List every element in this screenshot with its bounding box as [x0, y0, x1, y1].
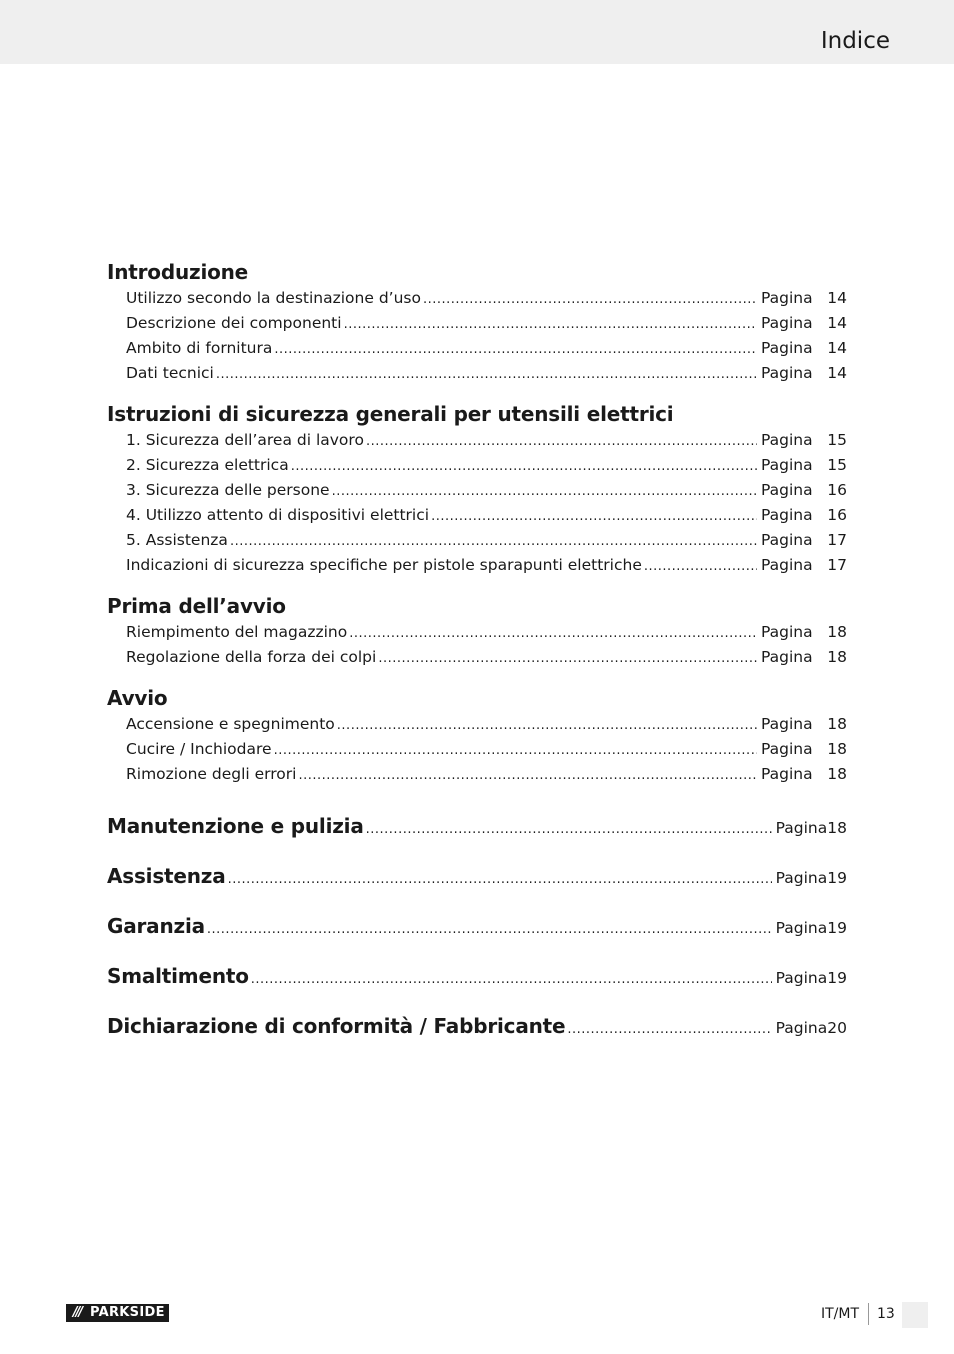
page-number-footer: 13 — [877, 1306, 895, 1322]
page-number: 19 — [827, 919, 847, 937]
toc-entry-label: Utilizzo secondo la destinazione d’uso — [126, 289, 421, 307]
toc-entry[interactable] — [107, 336, 847, 361]
toc-entry[interactable] — [107, 712, 847, 737]
toc-entry-label: 2. Sicurezza elettrica — [126, 456, 289, 474]
page-word: Pagina — [761, 623, 813, 641]
toc-entry-label: Rimozione degli errori — [126, 765, 297, 783]
dot-leader — [366, 429, 757, 454]
page-word: Pagina — [761, 715, 813, 733]
section-heading: Introduzione — [107, 260, 249, 284]
toc-entry[interactable] — [107, 528, 847, 553]
dot-leader — [431, 504, 757, 529]
toc-entry[interactable] — [107, 478, 847, 503]
dot-leader — [567, 1005, 771, 1055]
toc-entry-label: Indicazioni di sicurezza specifiche per pistole sparapunti elettriche — [126, 556, 642, 574]
toc-entry-label: Ambito di fornitura — [126, 339, 273, 357]
toc-section — [107, 258, 847, 386]
toc-single-entry[interactable] — [107, 951, 847, 1001]
page-number: 14 — [827, 314, 847, 332]
dot-leader — [344, 312, 757, 337]
page-word: Pagina — [761, 506, 813, 524]
page-number: 14 — [827, 289, 847, 307]
dot-leader — [644, 554, 757, 579]
page-word: Pagina — [761, 314, 813, 332]
toc-section — [107, 400, 847, 578]
toc-entry-label: Manutenzione e pulizia — [107, 814, 364, 838]
page-word: Pagina — [761, 648, 813, 666]
page-word: Pagina — [761, 481, 813, 499]
page-word: Pagina — [761, 556, 813, 574]
page-number: 17 — [827, 531, 847, 549]
toc-entry-label: Assistenza — [107, 864, 226, 888]
toc-entry[interactable] — [107, 620, 847, 645]
page-word: Pagina — [761, 765, 813, 783]
toc-entry[interactable] — [107, 645, 847, 670]
toc-entry[interactable] — [107, 553, 847, 578]
toc-entry-label: 3. Sicurezza delle persone — [126, 481, 330, 499]
dot-leader — [349, 621, 757, 646]
toc-entry[interactable] — [107, 311, 847, 336]
page-title: Indice — [820, 28, 890, 54]
dot-leader — [251, 955, 772, 1005]
toc-section — [107, 684, 847, 787]
toc-entry-label: Riempimento del magazzino — [126, 623, 348, 641]
dot-leader — [228, 855, 772, 905]
dot-leader — [423, 287, 757, 312]
toc-entry-label: Dati tecnici — [126, 364, 214, 382]
toc-single-entry[interactable] — [107, 801, 847, 851]
page-number: 19 — [827, 869, 847, 887]
page-word: Pagina — [761, 364, 813, 382]
toc-single-entry[interactable] — [107, 901, 847, 951]
page-number: 18 — [827, 740, 847, 758]
page-number: 18 — [827, 819, 847, 837]
toc-single-entry[interactable] — [107, 851, 847, 901]
dot-leader — [291, 454, 757, 479]
page-number: 18 — [827, 765, 847, 783]
toc-entry-label: 5. Assistenza — [126, 531, 228, 549]
section-heading: Istruzioni di sicurezza generali per utensili elettrici — [107, 402, 674, 426]
page-number: 19 — [827, 969, 847, 987]
page-number: 20 — [827, 1019, 847, 1037]
toc-entry-label: Smaltimento — [107, 964, 249, 988]
dot-leader — [378, 646, 757, 671]
dot-leader — [230, 529, 757, 554]
toc-entry[interactable] — [107, 737, 847, 762]
section-heading: Avvio — [107, 686, 168, 710]
page-number: 15 — [827, 431, 847, 449]
page-word: Pagina — [775, 869, 828, 887]
page-number: 14 — [827, 339, 847, 357]
page-number: 16 — [827, 506, 847, 524]
toc-entry-label: 4. Utilizzo attento di dispositivi elettrici — [126, 506, 430, 524]
toc-entry[interactable] — [107, 503, 847, 528]
dot-leader — [337, 713, 757, 738]
toc-section — [107, 592, 847, 670]
toc-entry[interactable] — [107, 286, 847, 311]
dot-leader — [332, 479, 757, 504]
toc-entry-label: Descrizione dei componenti — [126, 314, 342, 332]
toc-single-entry[interactable] — [107, 1001, 847, 1051]
dot-leader — [298, 763, 757, 788]
page-word: Pagina — [775, 819, 828, 837]
page-word: Pagina — [761, 740, 813, 758]
toc-entry-label: Garanzia — [107, 914, 205, 938]
page-word: Pagina — [761, 289, 813, 307]
toc-entry[interactable] — [107, 428, 847, 453]
toc-entry[interactable] — [107, 453, 847, 478]
page-number: 18 — [827, 623, 847, 641]
toc-entry[interactable] — [107, 762, 847, 787]
dot-leader — [216, 362, 757, 387]
toc-entry-label: Cucire / Inchiodare — [126, 740, 272, 758]
toc-entry-label: 1. Sicurezza dell’area di lavoro — [126, 431, 364, 449]
page-number: 15 — [827, 456, 847, 474]
brand-logo — [66, 1304, 169, 1322]
dot-leader — [274, 337, 757, 362]
page-number: 17 — [827, 556, 847, 574]
dot-leader — [274, 738, 757, 763]
logo-slashes-icon: /// — [66, 1304, 88, 1322]
page-number: 14 — [827, 364, 847, 382]
page-word: Pagina — [761, 339, 813, 357]
page-word: Pagina — [761, 531, 813, 549]
toc-entry-label: Accensione e spegnimento — [126, 715, 335, 733]
page-number: 18 — [827, 648, 847, 666]
header-band — [0, 0, 954, 64]
dot-leader — [207, 905, 772, 955]
page-word: Pagina — [775, 1019, 828, 1037]
page-word: Pagina — [761, 456, 813, 474]
page-word: Pagina — [761, 431, 813, 449]
dot-leader — [366, 805, 772, 855]
table-of-contents — [107, 258, 847, 1051]
language-code: IT/MT — [821, 1306, 860, 1322]
page-number: 18 — [827, 715, 847, 733]
page-word: Pagina — [775, 969, 828, 987]
section-heading: Prima dell’avvio — [107, 594, 286, 618]
page-number: 16 — [827, 481, 847, 499]
footer-divider — [868, 1303, 869, 1325]
page-word: Pagina — [775, 919, 828, 937]
brand-name: PARKSIDE — [88, 1304, 169, 1322]
toc-entry[interactable] — [107, 361, 847, 386]
toc-entry-label: Dichiarazione di conformità / Fabbricante — [107, 1014, 566, 1038]
footer-tab-marker — [902, 1302, 928, 1328]
toc-entry-label: Regolazione della forza dei colpi — [126, 648, 377, 666]
